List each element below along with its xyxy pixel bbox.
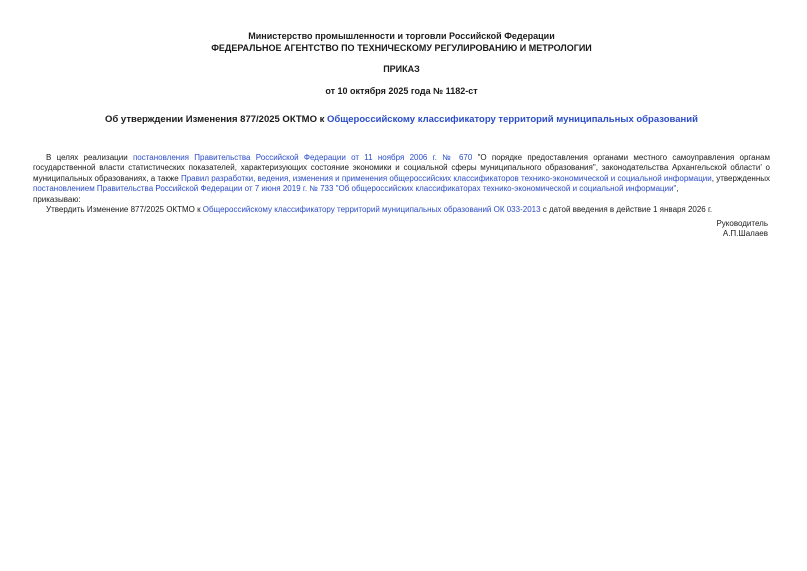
ministry-line: Министерство промышленности и торговли Российской Федерации bbox=[248, 31, 555, 41]
document-link[interactable]: постановления Правительства Российской Федерации от 11 ноября 2006 г. № 670 bbox=[132, 153, 473, 162]
order-item-paragraph bbox=[33, 205, 770, 215]
document-link[interactable]: Общероссийскому классификатору территорий муниципальных образований ОК 033-2013 bbox=[202, 205, 541, 215]
text-segment: В целях реализации bbox=[46, 153, 133, 162]
agency-line: ФЕДЕРАЛЬНОЕ АГЕНТСТВО ПО ТЕХНИЧЕСКОМУ РЕГУЛИРОВАНИЮ И МЕТРОЛОГИИ bbox=[211, 43, 592, 53]
document-header bbox=[33, 30, 770, 97]
preamble-paragraph bbox=[33, 153, 770, 195]
text-segment: с датой введения в действие 1 января 2026 г. bbox=[540, 205, 713, 215]
document-link[interactable]: Общероссийскому классификатору территорий муниципальных образований bbox=[327, 114, 698, 125]
signature-position: Руководитель bbox=[716, 219, 768, 229]
signature-name: А.П.Шалаев bbox=[722, 229, 768, 239]
text-segment: "О порядке предоставления органами местного самоуправления органам государственной власти статистических показателей, характеризующих состояние экономики и социальной сферы муниципального образования", законодательства Архангельской области' о муниципальных образованиях, а также bbox=[33, 153, 770, 183]
document-link[interactable]: постановлением Правительства Российской Федерации от 7 июня 2019 г. № 733 "Об общероссийских классификаторах технико-экономической и социальной информации" bbox=[33, 184, 677, 194]
document-link[interactable]: Правил разработки, ведения, изменения и применения общероссийских классификаторов технико-экономической и социальной информации bbox=[180, 173, 712, 183]
order-type-label: ПРИКАЗ bbox=[383, 64, 420, 74]
decree-word-line: приказываю: bbox=[33, 194, 81, 204]
text-segment: Утвердить Изменение 877/2025 ОКТМО к bbox=[46, 205, 203, 215]
order-date-number: от 10 октября 2025 года № 1182-ст bbox=[325, 86, 478, 96]
signature-block bbox=[33, 219, 770, 239]
text-segment: Об утверждении Изменения 877/2025 ОКТМО к bbox=[105, 114, 327, 125]
text-segment: , утвержденных bbox=[711, 173, 770, 183]
document-title bbox=[33, 114, 770, 126]
document-body bbox=[33, 153, 770, 215]
text-segment: , bbox=[676, 184, 679, 194]
